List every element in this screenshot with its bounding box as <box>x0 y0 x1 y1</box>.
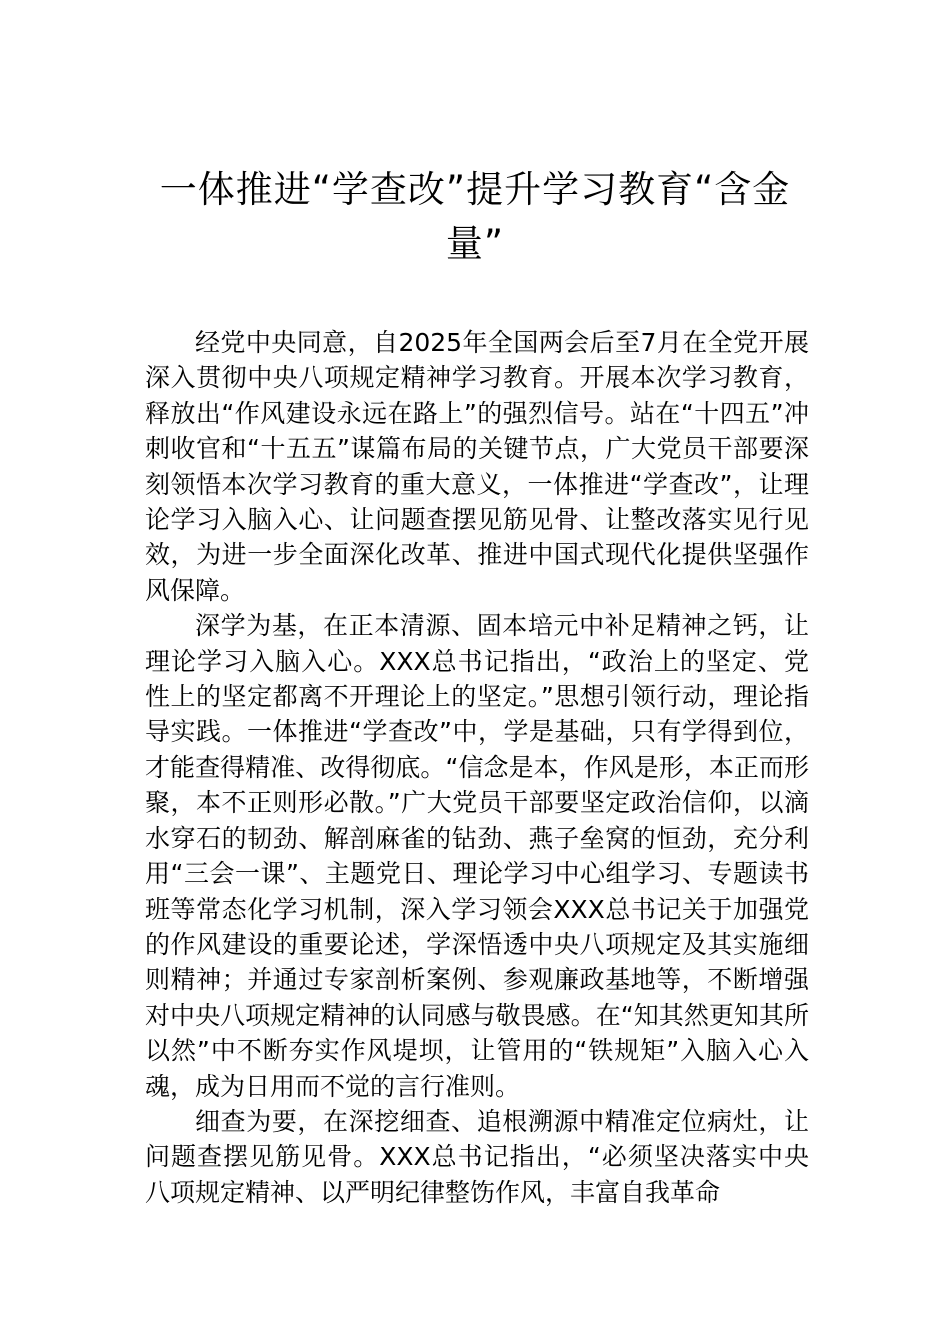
document-title: 一体推进“学查改”提升学习教育“含金量” <box>159 168 791 265</box>
paragraph-2: 深学为基，在正本清源、固本培元中补足精神之钙，让理论学习入脑入心。XXX总书记指出，“政治上的坚定、党性上的坚定都离不开理论上的坚定。”思想引领行动，理论指导实践。一体推进“学查改”中，学是基础，只有学得到位，才能查得精准、改得彻底。“信念是本，作风是形，本正而形聚，本不正则形必散。”广大党员干部要坚定政治信仰，以滴水穿石的韧劲、解剖麻雀的钻劲、燕子垒窝的恒劲，充分利用“三会一课”、主题党日、理论学习中心组学习、专题读书班等常态化学习机制，深入学习领会XXX总书记关于加强党的作风建设的重要论述，学深悟透中央八项规定及其实施细则精神；并通过专家剖析案例、参观廉政基地等，不断增强对中央八项规定精神的认同感与敬畏感。在“知其然更知其所以然”中不断夯实作风堤坝，让管用的“铁规矩”入脑入心入魂，成为日用而不觉的言行准则。 <box>145 611 809 1101</box>
paragraph-3: 细查为要，在深挖细查、追根溯源中精准定位病灶，让问题查摆见筋见骨。XXX总书记指出，“必须坚决落实中央八项规定精神、以严明纪律整饬作风，丰富自我革命 <box>145 1106 809 1207</box>
document-body <box>145 325 809 1210</box>
paragraph-1: 经党中央同意，自2025年全国两会后至7月在全党开展深入贯彻中央八项规定精神学习教育。开展本次学习教育，释放出“作风建设永远在路上”的强烈信号。站在“十四五”冲刺收官和“十五五”谋篇布局的关键节点，广大党员干部要深刻领悟本次学习教育的重大意义，一体推进“学查改”，让理论学习入脑入心、让问题查摆见筋见骨、让整改落实见行见效，为进一步全面深化改革、推进中国式现代化提供坚强作风保障。 <box>145 328 809 605</box>
